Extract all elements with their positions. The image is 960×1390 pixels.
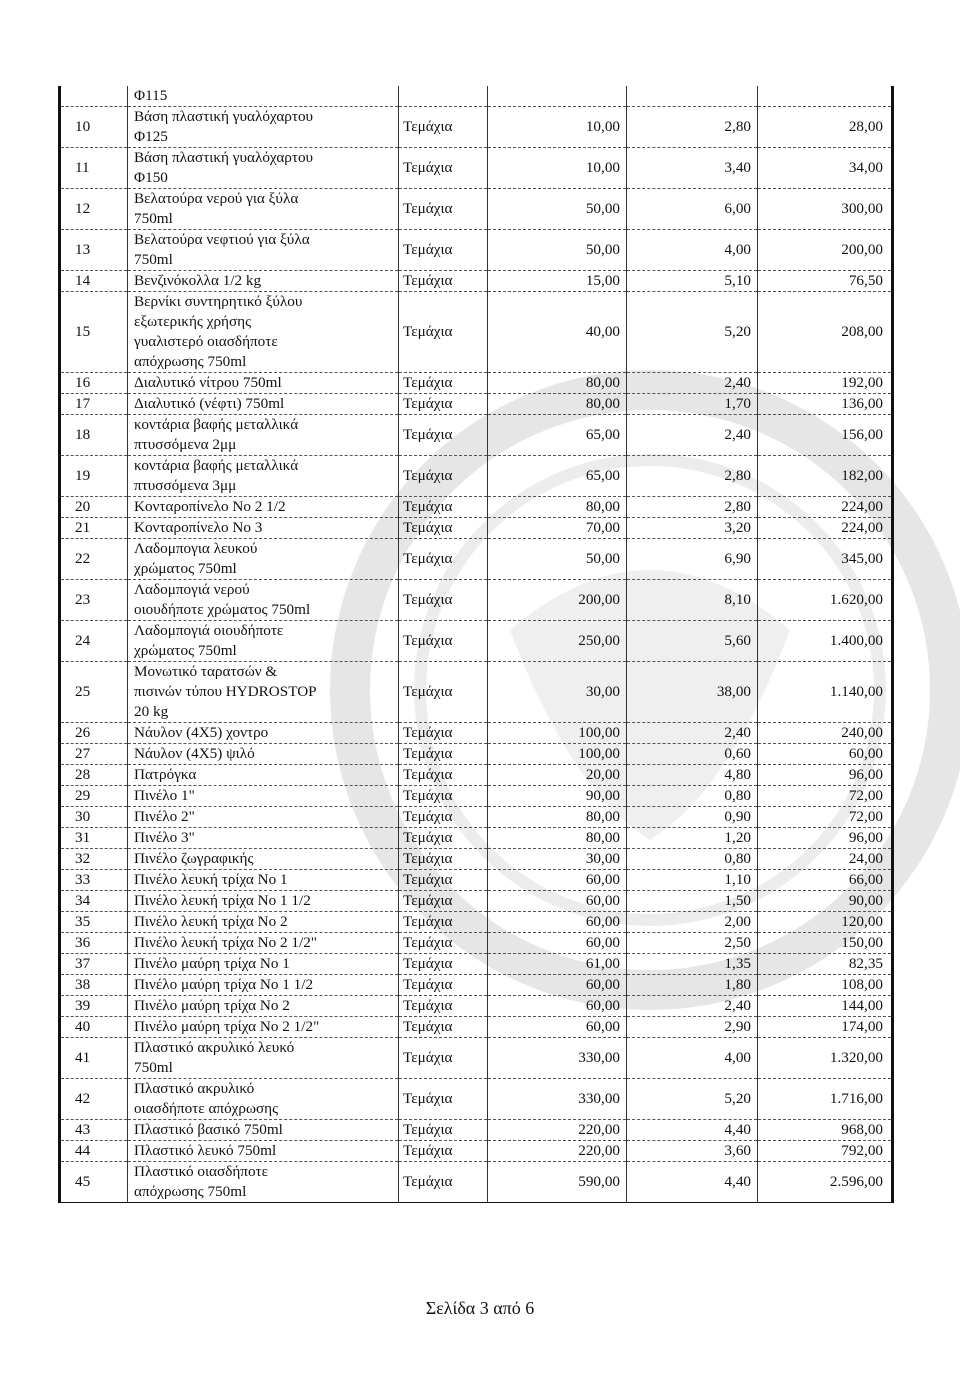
total-value: 300,00 <box>758 189 893 230</box>
item-description: Μονωτικό ταρατσών & πισινών τύπου HYDROSTOP 20 kg <box>128 662 399 723</box>
unit-price-value: 0,80 <box>627 786 758 807</box>
quantity-value: 590,00 <box>488 1162 627 1203</box>
item-description: Κονταροπίνελο Νο 3 <box>128 518 399 539</box>
unit-price-value: 3,60 <box>627 1141 758 1162</box>
unit-label: Τεμάχια <box>399 621 488 662</box>
unit-price-value: 3,40 <box>627 148 758 189</box>
quantity-value: 61,00 <box>488 954 627 975</box>
row-number: 40 <box>60 1017 128 1038</box>
unit-label: Τεμάχια <box>399 292 488 373</box>
item-description: Βάση πλαστική γυαλόχαρτου Φ125 <box>128 107 399 148</box>
table-row <box>60 933 893 954</box>
quantity-value: 90,00 <box>488 786 627 807</box>
total-value: 968,00 <box>758 1120 893 1141</box>
unit-price-value: 1,10 <box>627 870 758 891</box>
unit-price-value: 4,40 <box>627 1120 758 1141</box>
unit-label: Τεμάχια <box>399 539 488 580</box>
quantity-value: 10,00 <box>488 107 627 148</box>
table-row <box>60 807 893 828</box>
quantity-value: 20,00 <box>488 765 627 786</box>
total-value: 72,00 <box>758 807 893 828</box>
unit-label: Τεμάχια <box>399 415 488 456</box>
table-row <box>60 1162 893 1203</box>
total-value: 34,00 <box>758 148 893 189</box>
unit-price-value: 5,60 <box>627 621 758 662</box>
table-row <box>60 292 893 373</box>
table-row <box>60 189 893 230</box>
row-number: 11 <box>60 148 128 189</box>
unit-label: Τεμάχια <box>399 148 488 189</box>
unit-label: Τεμάχια <box>399 786 488 807</box>
total-value: 200,00 <box>758 230 893 271</box>
table-row <box>60 230 893 271</box>
unit-label: Τεμάχια <box>399 107 488 148</box>
quantity-value: 30,00 <box>488 662 627 723</box>
table-row <box>60 849 893 870</box>
table-row <box>60 765 893 786</box>
unit-price-value: 4,80 <box>627 765 758 786</box>
row-number: 19 <box>60 456 128 497</box>
table-row-fragment <box>60 86 893 107</box>
table-row <box>60 394 893 415</box>
total-value: 224,00 <box>758 518 893 539</box>
row-number: 38 <box>60 975 128 996</box>
quantity-value: 50,00 <box>488 539 627 580</box>
row-number: 23 <box>60 580 128 621</box>
row-number: 22 <box>60 539 128 580</box>
table-row <box>60 786 893 807</box>
item-description: Πινέλο λευκή τρίχα Νο 1 1/2 <box>128 891 399 912</box>
row-number: 17 <box>60 394 128 415</box>
table-row <box>60 870 893 891</box>
unit-label: Τεμάχια <box>399 1141 488 1162</box>
unit-label: Τεμάχια <box>399 849 488 870</box>
item-description: κοντάρια βαφής μεταλλικά πτυσσόμενα 3μμ <box>128 456 399 497</box>
unit-price-value: 2,40 <box>627 996 758 1017</box>
unit-label: Τεμάχια <box>399 954 488 975</box>
quantity-value: 60,00 <box>488 912 627 933</box>
unit-price-value: 4,00 <box>627 230 758 271</box>
table-row <box>60 518 893 539</box>
item-description: Κονταροπίνελο Νο 2 1/2 <box>128 497 399 518</box>
total-value: 108,00 <box>758 975 893 996</box>
unit-label: Τεμάχια <box>399 518 488 539</box>
total-value: 182,00 <box>758 456 893 497</box>
item-description: Πλαστικό ακρυλικό οιασδήποτε απόχρωσης <box>128 1079 399 1120</box>
table-row <box>60 456 893 497</box>
table-row <box>60 954 893 975</box>
item-description: Πινέλο λευκή τρίχα Νο 1 <box>128 870 399 891</box>
table-row <box>60 107 893 148</box>
unit-price-value: 0,80 <box>627 849 758 870</box>
item-description: Πινέλο λευκή τρίχα Νο 2 1/2" <box>128 933 399 954</box>
table-row <box>60 497 893 518</box>
unit-price-value: 6,90 <box>627 539 758 580</box>
item-description: Πινέλο μαύρη τρίχα Νο 2 1/2" <box>128 1017 399 1038</box>
unit-price-value: 5,10 <box>627 271 758 292</box>
total-value: 144,00 <box>758 996 893 1017</box>
quantity-value: 60,00 <box>488 891 627 912</box>
total-value: 28,00 <box>758 107 893 148</box>
row-number <box>60 86 128 107</box>
table-row <box>60 1017 893 1038</box>
item-description: Πλαστικό οιασδήποτε απόχρωσης 750ml <box>128 1162 399 1203</box>
quantity-value: 100,00 <box>488 744 627 765</box>
quantity-value: 60,00 <box>488 870 627 891</box>
unit-label: Τεμάχια <box>399 1038 488 1079</box>
row-number: 28 <box>60 765 128 786</box>
row-number: 34 <box>60 891 128 912</box>
quantity-value: 100,00 <box>488 723 627 744</box>
table-row <box>60 373 893 394</box>
unit-price-value: 6,00 <box>627 189 758 230</box>
row-number: 31 <box>60 828 128 849</box>
unit-label: Τεμάχια <box>399 189 488 230</box>
unit-price-value: 5,20 <box>627 1079 758 1120</box>
unit-label: Τεμάχια <box>399 807 488 828</box>
table-row <box>60 621 893 662</box>
total-value: 66,00 <box>758 870 893 891</box>
row-number: 36 <box>60 933 128 954</box>
unit-label: Τεμάχια <box>399 723 488 744</box>
unit-label: Τεμάχια <box>399 933 488 954</box>
total-value: 792,00 <box>758 1141 893 1162</box>
unit-price-value: 1,20 <box>627 828 758 849</box>
total-value: 174,00 <box>758 1017 893 1038</box>
unit-label: Τεμάχια <box>399 975 488 996</box>
quantity-value: 65,00 <box>488 456 627 497</box>
row-number: 45 <box>60 1162 128 1203</box>
row-number: 26 <box>60 723 128 744</box>
unit-label: Τεμάχια <box>399 230 488 271</box>
unit-price-value: 2,80 <box>627 456 758 497</box>
quantity-value: 60,00 <box>488 996 627 1017</box>
unit-price-value: 2,00 <box>627 912 758 933</box>
unit-price-value: 2,50 <box>627 933 758 954</box>
row-number: 24 <box>60 621 128 662</box>
item-description: Πλαστικό λευκό 750ml <box>128 1141 399 1162</box>
item-description: Φ115 <box>128 86 399 107</box>
table-row <box>60 539 893 580</box>
row-number: 27 <box>60 744 128 765</box>
row-number: 37 <box>60 954 128 975</box>
unit-label: Τεμάχια <box>399 271 488 292</box>
total-value: 240,00 <box>758 723 893 744</box>
unit-label: Τεμάχια <box>399 996 488 1017</box>
table-row <box>60 1038 893 1079</box>
row-number: 41 <box>60 1038 128 1079</box>
row-number: 42 <box>60 1079 128 1120</box>
total-value: 72,00 <box>758 786 893 807</box>
unit-price-value: 1,70 <box>627 394 758 415</box>
item-description: Πινέλο 1" <box>128 786 399 807</box>
total-value: 90,00 <box>758 891 893 912</box>
row-number: 39 <box>60 996 128 1017</box>
item-description: Νάυλον (4Χ5) ψιλό <box>128 744 399 765</box>
page-number: Σελίδα 3 από 6 <box>425 1298 535 1318</box>
row-number: 35 <box>60 912 128 933</box>
unit-price-value: 4,40 <box>627 1162 758 1203</box>
item-description: Λαδομπογια λευκού χρώματος 750ml <box>128 539 399 580</box>
item-description: Νάυλον (4Χ5) χοντρο <box>128 723 399 744</box>
unit-price-value: 5,20 <box>627 292 758 373</box>
unit-price-value: 0,60 <box>627 744 758 765</box>
table-row <box>60 271 893 292</box>
item-description: Πλαστικό ακρυλικό λευκό 750ml <box>128 1038 399 1079</box>
unit-label: Τεμάχια <box>399 580 488 621</box>
table-row <box>60 996 893 1017</box>
items-table <box>58 86 894 1203</box>
total-value: 76,50 <box>758 271 893 292</box>
unit-price-value: 4,00 <box>627 1038 758 1079</box>
unit-label: Τεμάχια <box>399 891 488 912</box>
quantity-value: 15,00 <box>488 271 627 292</box>
item-description: Βελατούρα νεφτιού για ξύλα 750ml <box>128 230 399 271</box>
quantity-value: 330,00 <box>488 1038 627 1079</box>
item-description: Διαλυτικό (νέφτι) 750ml <box>128 394 399 415</box>
item-description: Λαδομπογιά οιουδήποτε χρώματος 750ml <box>128 621 399 662</box>
total-value: 224,00 <box>758 497 893 518</box>
row-number: 12 <box>60 189 128 230</box>
total-value: 208,00 <box>758 292 893 373</box>
item-description: Βερνίκι συντηρητικό ξύλου εξωτερικής χρήσης γυαλιστερό οιασδήποτε απόχρωσης 750ml <box>128 292 399 373</box>
total-value: 136,00 <box>758 394 893 415</box>
row-number: 32 <box>60 849 128 870</box>
quantity-value: 80,00 <box>488 807 627 828</box>
quantity-value: 60,00 <box>488 933 627 954</box>
total-value: 156,00 <box>758 415 893 456</box>
unit-price-value: 1,80 <box>627 975 758 996</box>
row-number: 44 <box>60 1141 128 1162</box>
table-row <box>60 723 893 744</box>
total-value: 1.400,00 <box>758 621 893 662</box>
unit-label: Τεμάχια <box>399 662 488 723</box>
item-description: Λαδομπογιά νερού οιουδήποτε χρώματος 750ml <box>128 580 399 621</box>
unit-price-value: 1,50 <box>627 891 758 912</box>
item-description: Πινέλο μαύρη τρίχα Νο 1 1/2 <box>128 975 399 996</box>
quantity-value: 250,00 <box>488 621 627 662</box>
item-description: Πινέλο 2" <box>128 807 399 828</box>
quantity-value: 60,00 <box>488 1017 627 1038</box>
unit-price-value: 2,80 <box>627 107 758 148</box>
quantity-value: 80,00 <box>488 497 627 518</box>
unit-label: Τεμάχια <box>399 373 488 394</box>
unit-price-value: 2,80 <box>627 497 758 518</box>
quantity-value: 70,00 <box>488 518 627 539</box>
quantity-value: 50,00 <box>488 189 627 230</box>
table-row <box>60 912 893 933</box>
table-row <box>60 415 893 456</box>
unit-label: Τεμάχια <box>399 456 488 497</box>
unit-price-value: 2,40 <box>627 415 758 456</box>
row-number: 10 <box>60 107 128 148</box>
item-description: Διαλυτικό νίτρου 750ml <box>128 373 399 394</box>
quantity-value: 60,00 <box>488 975 627 996</box>
unit-label: Τεμάχια <box>399 765 488 786</box>
table-row <box>60 662 893 723</box>
row-number: 13 <box>60 230 128 271</box>
item-description: Πινέλο μαύρη τρίχα Νο 2 <box>128 996 399 1017</box>
row-number: 25 <box>60 662 128 723</box>
row-number: 18 <box>60 415 128 456</box>
table-row <box>60 148 893 189</box>
unit-price-value: 3,20 <box>627 518 758 539</box>
total-value: 24,00 <box>758 849 893 870</box>
row-number: 21 <box>60 518 128 539</box>
quantity-value: 50,00 <box>488 230 627 271</box>
total-value: 1.320,00 <box>758 1038 893 1079</box>
item-description: Βενζινόκολλα 1/2 kg <box>128 271 399 292</box>
item-description: Βάση πλαστική γυαλόχαρτου Φ150 <box>128 148 399 189</box>
unit-price-value: 38,00 <box>627 662 758 723</box>
quantity-value: 40,00 <box>488 292 627 373</box>
quantity-value: 80,00 <box>488 394 627 415</box>
item-description: Βελατούρα νερού για ξύλα 750ml <box>128 189 399 230</box>
unit-label: Τεμάχια <box>399 1079 488 1120</box>
table-row <box>60 1120 893 1141</box>
unit-label: Τεμάχια <box>399 1017 488 1038</box>
item-description: Πινέλο ζωγραφικής <box>128 849 399 870</box>
total-value: 82,35 <box>758 954 893 975</box>
total-value: 120,00 <box>758 912 893 933</box>
quantity-value: 80,00 <box>488 828 627 849</box>
quantity-value: 220,00 <box>488 1120 627 1141</box>
unit-label: Τεμάχια <box>399 828 488 849</box>
item-description: Πινέλο 3" <box>128 828 399 849</box>
item-description: κοντάρια βαφής μεταλλικά πτυσσόμενα 2μμ <box>128 415 399 456</box>
row-number: 33 <box>60 870 128 891</box>
unit-price-value: 8,10 <box>627 580 758 621</box>
unit-label: Τεμάχια <box>399 912 488 933</box>
row-number: 14 <box>60 271 128 292</box>
quantity-value: 220,00 <box>488 1141 627 1162</box>
row-number: 15 <box>60 292 128 373</box>
quantity-value: 10,00 <box>488 148 627 189</box>
table-row <box>60 744 893 765</box>
table-row <box>60 580 893 621</box>
unit-price-value: 2,40 <box>627 373 758 394</box>
row-number: 43 <box>60 1120 128 1141</box>
total-value: 96,00 <box>758 765 893 786</box>
row-number: 30 <box>60 807 128 828</box>
unit-label: Τεμάχια <box>399 1162 488 1203</box>
total-value: 1.620,00 <box>758 580 893 621</box>
total-value: 150,00 <box>758 933 893 954</box>
table-row <box>60 1079 893 1120</box>
item-description: Πινέλο μαύρη τρίχα Νο 1 <box>128 954 399 975</box>
row-number: 29 <box>60 786 128 807</box>
unit-price-value: 0,90 <box>627 807 758 828</box>
unit-label: Τεμάχια <box>399 1120 488 1141</box>
unit-label: Τεμάχια <box>399 394 488 415</box>
total-value: 2.596,00 <box>758 1162 893 1203</box>
table-row <box>60 1141 893 1162</box>
item-description: Πινέλο λευκή τρίχα Νο 2 <box>128 912 399 933</box>
quantity-value: 30,00 <box>488 849 627 870</box>
item-description: Πλαστικό βασικό 750ml <box>128 1120 399 1141</box>
unit-label: Τεμάχια <box>399 870 488 891</box>
quantity-value: 200,00 <box>488 580 627 621</box>
table-row <box>60 975 893 996</box>
unit-price-value: 1,35 <box>627 954 758 975</box>
total-value: 96,00 <box>758 828 893 849</box>
total-value: 1.716,00 <box>758 1079 893 1120</box>
unit-price-value: 2,40 <box>627 723 758 744</box>
quantity-value: 330,00 <box>488 1079 627 1120</box>
row-number: 16 <box>60 373 128 394</box>
unit-label: Τεμάχια <box>399 497 488 518</box>
item-description: Πατρόγκα <box>128 765 399 786</box>
total-value: 60,00 <box>758 744 893 765</box>
unit-label: Τεμάχια <box>399 744 488 765</box>
total-value: 1.140,00 <box>758 662 893 723</box>
unit-price-value: 2,90 <box>627 1017 758 1038</box>
total-value: 345,00 <box>758 539 893 580</box>
table-row <box>60 828 893 849</box>
quantity-value: 65,00 <box>488 415 627 456</box>
quantity-value: 80,00 <box>488 373 627 394</box>
table-row <box>60 891 893 912</box>
row-number: 20 <box>60 497 128 518</box>
total-value: 192,00 <box>758 373 893 394</box>
